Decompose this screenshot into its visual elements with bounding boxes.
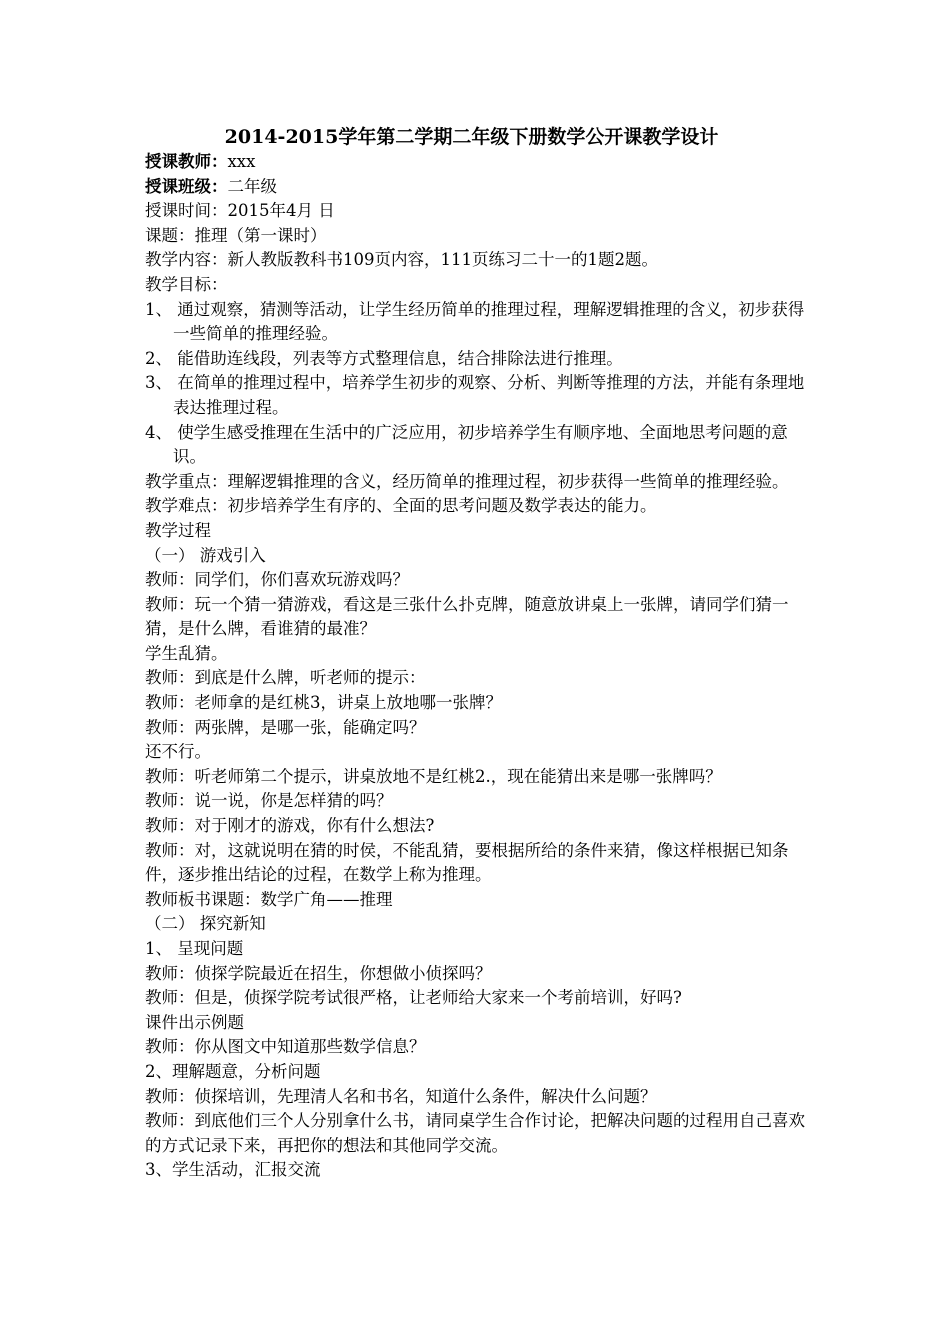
process-line: 教师：到底是什么牌，听老师的提示： <box>145 668 426 688</box>
class-line <box>145 175 808 200</box>
process-line: 教师：但是，侦探学院考试很严格，让老师给大家来一个考前培训，好吗? <box>145 988 682 1008</box>
section-heading: （一） 游戏引入 <box>145 545 266 565</box>
content-line: 教学内容：新人教版教科书109页内容，111页练习二十一的1题2题。 <box>145 250 658 270</box>
process-line: 学生乱猜。 <box>145 643 228 663</box>
process-line: 教师：听老师第二个提示，讲桌放地不是红桃2.，现在能猜出来是哪一张牌吗？ <box>145 766 722 786</box>
key-point: 教学重点：理解逻辑推理的含义，经历简单的推理过程，初步获得一些简单的推理经验。 <box>145 471 789 491</box>
process-title: 教学过程 <box>145 520 211 540</box>
process-line: 3、学生活动，汇报交流 <box>145 1160 321 1180</box>
class-value: 二年级 <box>227 176 277 196</box>
objective-item: 1、 通过观察，猜测等活动，让学生经历简单的推理过程，理解逻辑推理的含义，初步获得一些简单的推理经验。 <box>145 299 805 344</box>
class-label: 授课班级： <box>145 176 228 196</box>
process-line: 1、 呈现问题 <box>145 939 244 958</box>
process-line: 还不行。 <box>145 742 211 762</box>
teacher-line <box>145 150 808 175</box>
page-title: 2014-2015学年第二学期二年级下册数学公开课教学设计 <box>224 126 719 148</box>
process-line: 教师：老师拿的是红桃3，讲桌上放地哪一张牌？ <box>145 693 502 713</box>
process-line: 教师：同学们，你们喜欢玩游戏吗？ <box>145 570 409 590</box>
process-line: 教师：到底他们三个人分别拿什么书，请同桌学生合作讨论，把解决问题的过程用自己喜欢的方式记录下来，再把你的想法和其他同学交流。 <box>145 1111 805 1155</box>
process-line: 教师：说一说，你是怎样猜的吗？ <box>145 791 393 811</box>
topic-line: 课题：推理（第一课时） <box>145 225 327 245</box>
difficulty: 教学难点：初步培养学生有序的、全面的思考问题及数学表达的能力。 <box>145 496 657 516</box>
process-line: 教师：侦探培训，先理清人名和书名，知道什么条件，解决什么问题？ <box>145 1086 657 1106</box>
objective-item: 4、 使学生感受推理在生活中的广泛应用，初步培养学生有顺序地、全面地思考问题的意识。 <box>145 422 788 467</box>
process-line: 教师：对于刚才的游戏，你有什么想法? <box>145 816 435 836</box>
objective-item: 2、 能借助连线段，列表等方式整理信息，结合排除法进行推理。 <box>145 348 623 368</box>
process-line: 教师：玩一个猜一猜游戏，看这是三张什么扑克牌，随意放讲桌上一张牌，请同学们猜一猜，是什么牌，看谁猜的最准？ <box>145 594 789 639</box>
objective-item: 3、 在简单的推理过程中，培养学生初步的观察、分析、判断等推理的方法，并能有条理地表达推理过程。 <box>145 373 805 417</box>
section-heading: （二） 探究新知 <box>145 914 266 934</box>
process-line: 教师：你从图文中知道那些数学信息？ <box>145 1037 426 1057</box>
process-line: 2、理解题意，分析问题 <box>145 1061 321 1081</box>
teacher-label: 授课教师： <box>145 152 228 171</box>
process-line: 教师：侦探学院最近在招生，你想做小侦探吗？ <box>145 963 492 983</box>
teacher-value: xxx <box>227 152 256 171</box>
process-line: 教师：对，这就说明在猜的时侯，不能乱猜，要根据所给的条件来猜，像这样根据已知条件，逐步推出结论的过程，在数学上称为推理。 <box>145 840 789 885</box>
time-line: 授课时间：2015年4月 日 <box>145 201 335 221</box>
process-line: 教师：两张牌，是哪一张，能确定吗？ <box>145 717 426 737</box>
objectives-title: 教学目标： <box>145 274 228 294</box>
process-line: 课件出示例题 <box>145 1012 244 1032</box>
document-body <box>145 124 808 1183</box>
process-line: 教师板书课题：数学广角——推理 <box>145 889 393 909</box>
